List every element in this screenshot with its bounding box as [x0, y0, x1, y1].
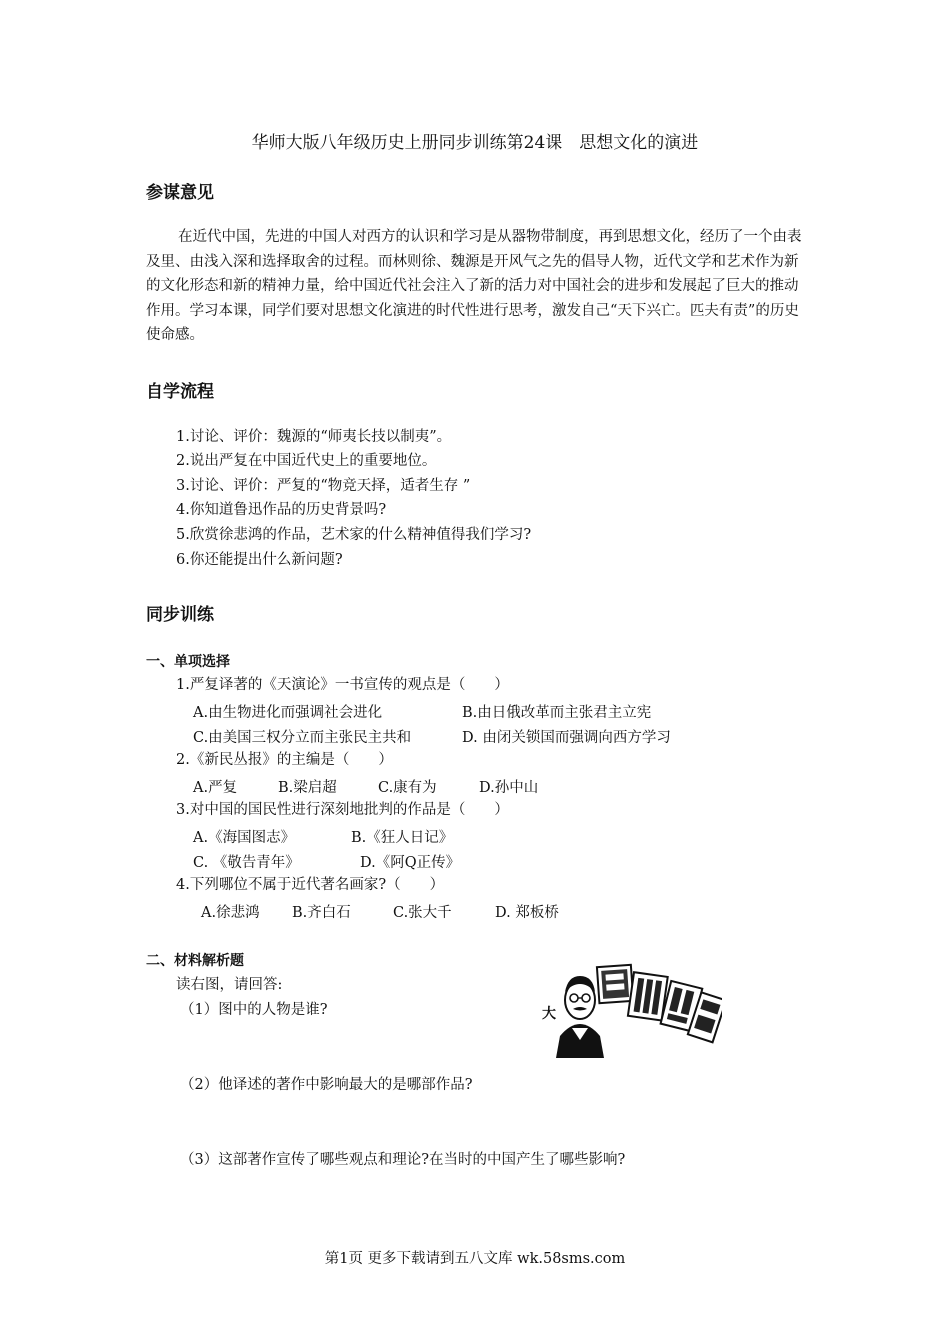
q3-option-b: B.《狂人日记》 — [351, 830, 454, 846]
q1-option-a: A.由生物进化而强调社会进化 — [193, 705, 383, 721]
self-study-item-2: 2.说出严复在中国近代史上的重要地位。 — [176, 453, 437, 469]
part2-intro: 读右图，请回答: — [176, 977, 283, 993]
q3-option-c: C. 《敬告青年》 — [193, 855, 300, 871]
part1-heading: 一、单项选择 — [146, 654, 230, 670]
q4-option-b: B.齐白石 — [292, 905, 351, 921]
q4-stem: 4.下列哪位不属于近代著名画家?（ ） — [176, 877, 445, 893]
page-footer: 第1页 更多下载请到五八文库 wk.58sms.com — [324, 1251, 626, 1267]
part2-q2: （2）他译述的著作中影响最大的是哪部作品? — [180, 1077, 473, 1093]
self-study-item-3: 3.讨论、评价：严复的“物竞天择，适者生存 ” — [176, 478, 471, 494]
q2-option-b: B.梁启超 — [278, 780, 337, 796]
q4-option-a: A.徐悲鸿 — [201, 905, 260, 921]
advice-heading: 参谋意见 — [146, 183, 214, 203]
book-cover-1 — [597, 965, 633, 1003]
q2-option-a: A.严复 — [193, 780, 238, 796]
self-study-heading: 自学流程 — [146, 382, 214, 402]
advice-text: 在近代中国，先进的中国人对西方的认识和学习是从器物带制度，再到思想文化，经历了一个由表及里、由浅入深和选择取舍的过程。而林则徐、魏源是开风气之先的倡导人物，近代文学和艺术作为新的文化形态和新的精神力量，给中国近代社会注入了新的活力对中国社会的进步和发展起了巨大的推动作用。学习本课，同学们要对思想文化演进的时代性进行思考，激发自己“天下兴亡。匹夫有责”的历史使命感。 — [146, 229, 802, 343]
self-study-item-4: 4.你知道鲁迅作品的历史背景吗? — [176, 502, 387, 518]
self-study-item-5: 5.欣赏徐悲鸿的作品，艺术家的什么精神值得我们学习? — [176, 527, 532, 543]
yan-fu-portrait-figure — [540, 962, 722, 1058]
part2-heading: 二、材料解析题 — [146, 953, 244, 969]
q1-option-c: C.由美国三权分立而主张民主共和 — [193, 730, 412, 746]
self-study-item-1: 1.讨论、评价：魏源的“师夷长技以制夷”。 — [176, 429, 452, 445]
q2-option-c: C.康有为 — [378, 780, 437, 796]
q4-option-c: C.张大千 — [393, 905, 452, 921]
q3-option-a: A.《海国图志》 — [193, 830, 296, 846]
q2-option-d: D.孙中山 — [479, 780, 539, 796]
self-study-item-6: 6.你还能提出什么新问题? — [176, 552, 343, 568]
q1-option-b: B.由日俄改革而主张君主立宪 — [462, 705, 652, 721]
book-cover-2 — [628, 972, 668, 1020]
q2-stem: 2.《新民丛报》的主编是（ ） — [176, 752, 393, 768]
q4-option-d: D. 郑板桥 — [495, 905, 559, 921]
advice-paragraph — [146, 225, 806, 348]
practice-heading: 同步训练 — [146, 605, 214, 625]
q1-stem: 1.严复译著的《天演论》一书宣传的观点是（ ） — [176, 677, 509, 693]
part2-q3: （3）这部著作宣传了哪些观点和理论?在当时的中国产生了哪些影响? — [180, 1152, 626, 1168]
page-title: 华师大版八年级历史上册同步训练第24课 思想文化的演进 — [251, 133, 699, 153]
q1-option-d: D. 由闭关锁国而强调向西方学习 — [462, 730, 671, 746]
figure-label: 大 — [542, 1006, 556, 1022]
part2-q1: （1）图中的人物是谁? — [180, 1002, 328, 1018]
q3-option-d: D.《阿Q正传》 — [360, 855, 461, 871]
q3-stem: 3.对中国的国民性进行深刻地批判的作品是（ ） — [176, 802, 509, 818]
